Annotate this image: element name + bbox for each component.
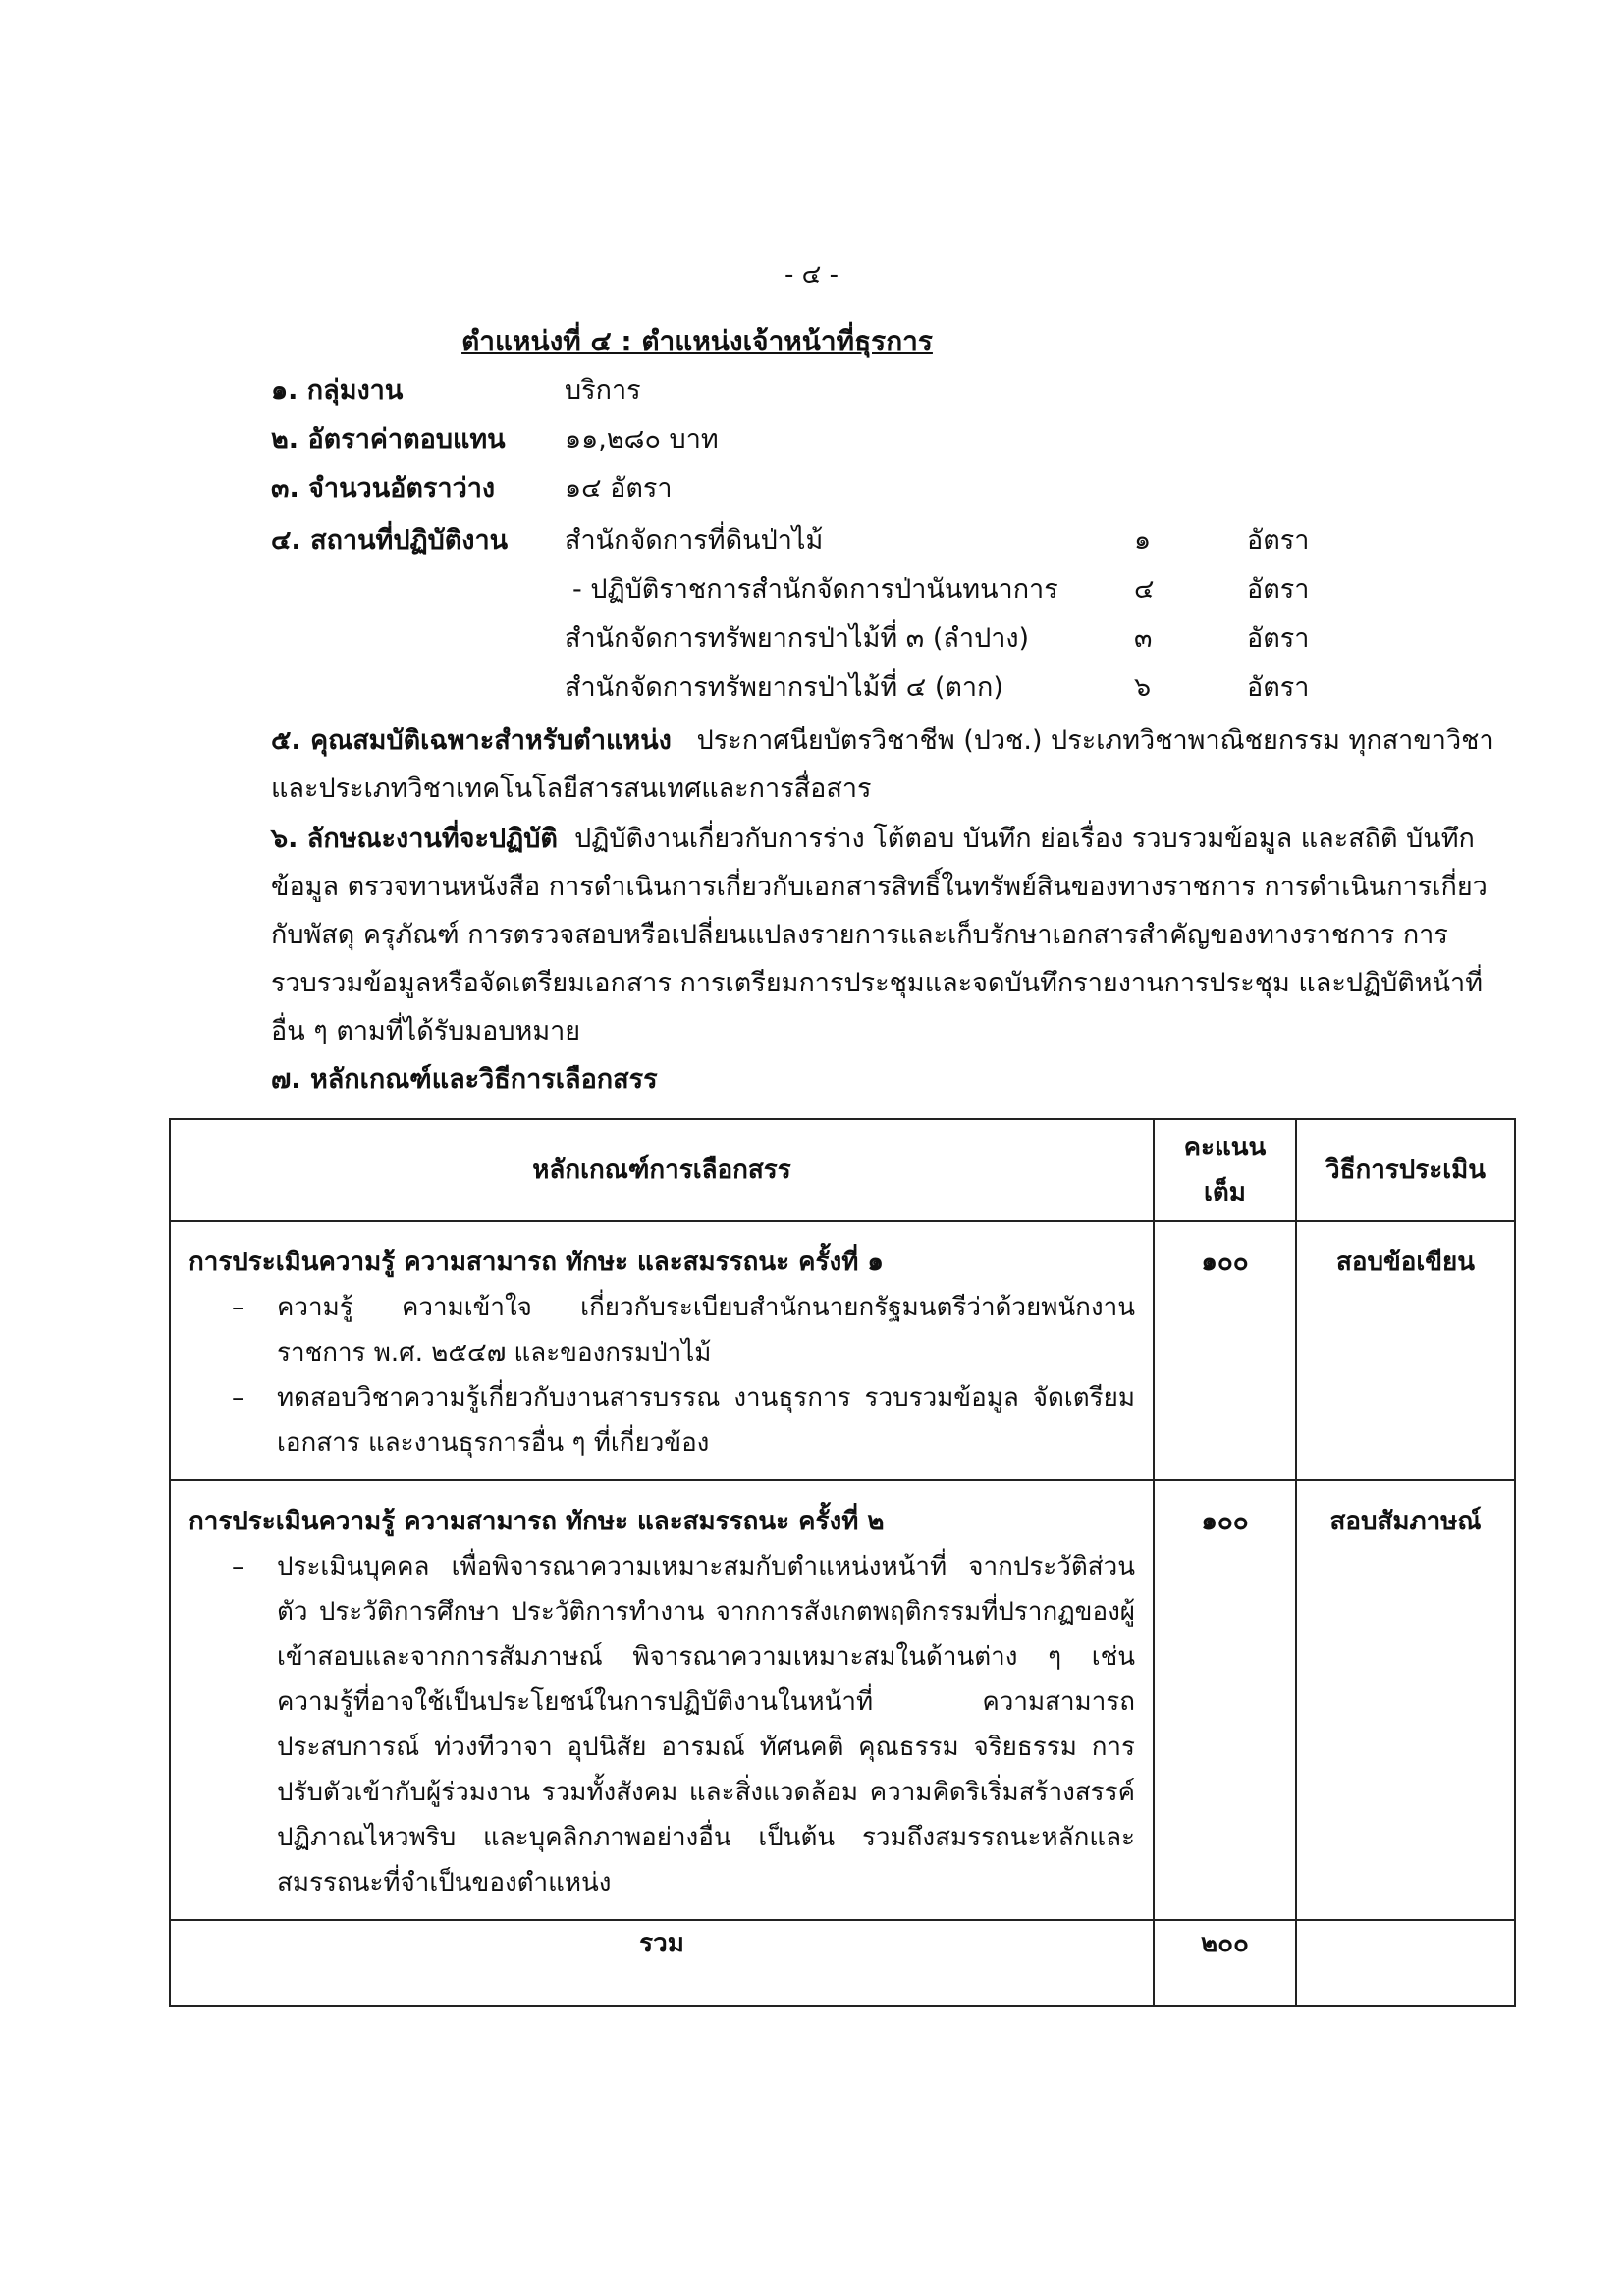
- score-cell: ๑๐๐: [1154, 1221, 1296, 1480]
- method-cell: สอบข้อเขียน: [1296, 1221, 1515, 1480]
- location-unit: อัตรา: [1247, 525, 1310, 556]
- list-item: [189, 1544, 1135, 1905]
- location-count: ๖: [1134, 672, 1152, 703]
- criteria-cell: [170, 1221, 1154, 1480]
- criteria-label: ๗. หลักเกณฑ์และวิธีการเลือกสรร: [271, 1064, 658, 1095]
- criteria-cell: [170, 1480, 1154, 1920]
- group-label: ๑. กลุ่มงาน: [271, 375, 404, 405]
- section-title: การประเมินความรู้ ความสามารถ ทักษะ และสมรรถนะ ครั้งที่ ๑: [189, 1248, 884, 1277]
- bullet-list: [171, 1544, 1153, 1919]
- bullet-list: [171, 1285, 1153, 1479]
- dash-icon: –: [232, 1293, 244, 1322]
- location-count: ๑: [1134, 525, 1152, 556]
- page-number: - ๔ -: [784, 260, 839, 290]
- list-item: [189, 1375, 1135, 1466]
- dash-icon: –: [232, 1383, 244, 1413]
- duties-label: ๖. ลักษณะงานที่จะปฏิบัติ: [271, 824, 558, 854]
- total-label: รวม: [170, 1920, 1154, 2006]
- dash-icon: –: [232, 1552, 244, 1581]
- vacancies-label: ๓. จำนวนอัตราว่าง: [271, 473, 496, 504]
- group-value: บริการ: [565, 375, 641, 405]
- total-method-empty: [1296, 1920, 1515, 2006]
- table-header-row: [170, 1119, 1515, 1221]
- location-unit: อัตรา: [1247, 574, 1310, 605]
- duties-paragraph: [271, 815, 1504, 1055]
- score-cell: ๑๐๐: [1154, 1480, 1296, 1920]
- bullet-text: ประเมินบุคคล เพื่อพิจารณาความเหมาะสมกับตำแหน่งหน้าที่ จากประวัติส่วนตัว ประวัติการศึกษา ประวัติการทำงาน จากการสังเกตพฤติกรรมที่ปรากฏของผู้เข้าสอบและจากการสัมภาษณ์ พิจารณาความเหมาะสมในด้านต่าง ๆ เช่น ความรู้ที่อาจใช้เป็นประโยชน์ในการปฏิบัติงานในหน้าที่ ความสามารถ ประสบการณ์ ท่วงทีวาจา อุปนิสัย อารมณ์ ทัศนคติ คุณธรรม จริยธรรม การปรับตัวเข้ากับผู้ร่วมงาน รวมทั้งสังคม และสิ่งแวดล้อม ความคิดริเริ่มสร้างสรรค์ ปฏิภาณไหวพริบ และบุคลิกภาพอย่างอื่น เป็นต้น รวมถึงสมรรถนะหลักและสมรรถนะที่จำเป็นของตำแหน่ง: [277, 1552, 1135, 1897]
- rate-label: ๒. อัตราค่าตอบแทน: [271, 424, 506, 454]
- table-row: [170, 1221, 1515, 1480]
- bullet-text: ทดสอบวิชาความรู้เกี่ยวกับงานสารบรรณ งานธุรการ รวบรวมข้อมูล จัดเตรียมเอกสาร และงานธุรการอื่น ๆ ที่เกี่ยวข้อง: [277, 1383, 1135, 1458]
- location-name: สำนักจัดการทรัพยากรป่าไม้ที่ ๓ (ลำปาง): [565, 623, 1030, 654]
- location-name: สำนักจัดการที่ดินป่าไม้: [565, 525, 824, 556]
- location-count: ๓: [1134, 623, 1153, 654]
- rate-value: ๑๑,๒๘๐ บาท: [565, 424, 719, 454]
- total-score: ๒๐๐: [1154, 1920, 1296, 2006]
- location-unit: อัตรา: [1247, 623, 1310, 654]
- section-title: การประเมินความรู้ ความสามารถ ทักษะ และสมรรถนะ ครั้งที่ ๒: [189, 1507, 885, 1536]
- header-criteria: หลักเกณฑ์การเลือกสรร: [170, 1119, 1154, 1221]
- total-row: [170, 1920, 1515, 2006]
- header-method: วิธีการประเมิน: [1296, 1119, 1515, 1221]
- location-count: ๔: [1134, 574, 1155, 605]
- table-row: [170, 1480, 1515, 1920]
- location-name: สำนักจัดการทรัพยากรป่าไม้ที่ ๔ (ตาก): [565, 672, 1003, 703]
- qualifications-text: ประกาศนียบัตรวิชาชีพ (ปวช.) ประเภทวิชาพาณิชยกรรม ทุกสาขาวิชา และประเภทวิชาเทคโนโลยีสารสนเทศและการสื่อสาร: [271, 725, 1494, 804]
- criteria-table: [169, 1118, 1516, 2007]
- qualifications-paragraph: [271, 717, 1504, 813]
- qualifications-label: ๕. คุณสมบัติเฉพาะสำหรับตำแหน่ง: [271, 725, 672, 756]
- location-name: - ปฏิบัติราชการสำนักจัดการป่านันทนาการ: [572, 574, 1058, 605]
- bullet-text: ความรู้ ความเข้าใจ เกี่ยวกับระเบียบสำนักนายกรัฐมนตรีว่าด้วยพนักงานราชการ พ.ศ. ๒๕๔๗ และของกรมป่าไม้: [277, 1293, 1135, 1367]
- list-item: [189, 1285, 1135, 1375]
- duties-text: ปฏิบัติงานเกี่ยวกับการร่าง โต้ตอบ บันทึก ย่อเรื่อง รวบรวมข้อมูล และสถิติ บันทึกข้อมูล ตรวจทานหนังสือ การดำเนินการเกี่ยวกับเอกสารสิทธิ์ในทรัพย์สินของทางราชการ การดำเนินการเกี่ยวกับพัสดุ ครุภัณฑ์ การตรวจสอบหรือเปลี่ยนแปลงรายการและเก็บรักษาเอกสารสำคัญของทางราชการ การรวบรวมข้อมูลหรือจัดเตรียมเอกสาร การเตรียมการประชุมและจดบันทึกรายงานการประชุม และปฏิบัติหน้าที่อื่น ๆ ตามที่ได้รับมอบหมาย: [271, 824, 1488, 1046]
- vacancies-value: ๑๔ อัตรา: [565, 473, 673, 504]
- locations-label: ๔. สถานที่ปฏิบัติงาน: [271, 525, 509, 556]
- location-unit: อัตรา: [1247, 672, 1310, 703]
- header-score: คะแนนเต็ม: [1154, 1119, 1296, 1221]
- method-cell: สอบสัมภาษณ์: [1296, 1480, 1515, 1920]
- position-heading: ตำแหน่งที่ ๔ : ตำแหน่งเจ้าหน้าที่ธุรการ: [461, 325, 933, 357]
